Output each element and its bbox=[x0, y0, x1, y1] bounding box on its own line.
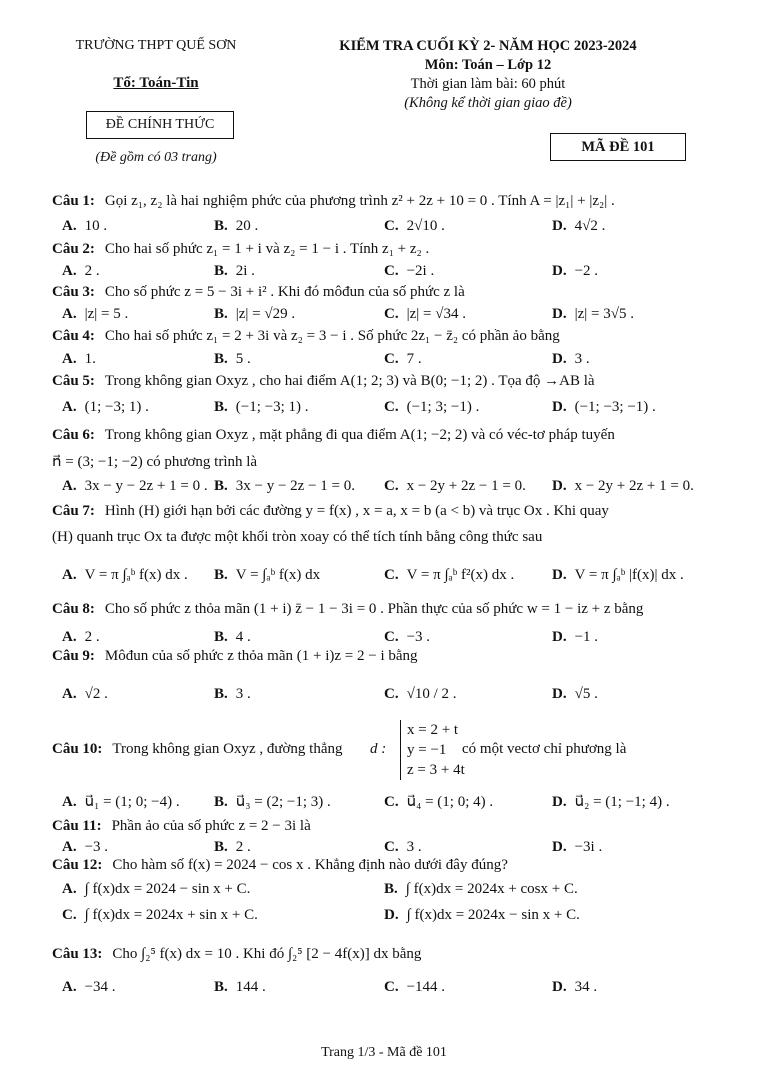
option-a bbox=[62, 398, 149, 416]
option-a bbox=[62, 350, 96, 368]
option-letter: C. bbox=[384, 306, 399, 322]
question-12 bbox=[52, 856, 742, 874]
option-c bbox=[384, 628, 430, 646]
option-c bbox=[384, 685, 457, 703]
option-text: 5 . bbox=[235, 351, 251, 367]
option-text: √5 . bbox=[574, 686, 598, 702]
question-1 bbox=[52, 192, 742, 210]
question-text: Cho ∫₂⁵ f(x) dx = 10 . Khi đó ∫₂⁵ [2 − 4f(x)] dx bằng bbox=[112, 946, 422, 962]
question-11 bbox=[52, 817, 742, 835]
option-letter: D. bbox=[552, 306, 567, 322]
option-text: ∫ f(x)dx = 2024x − sin x + C. bbox=[406, 907, 580, 923]
option-b bbox=[384, 880, 578, 898]
department: Tổ: Toán-Tin bbox=[113, 75, 199, 91]
option-letter: D. bbox=[384, 907, 399, 923]
option-letter: D. bbox=[552, 979, 567, 995]
option-letter: A. bbox=[62, 306, 77, 322]
option-d bbox=[552, 350, 590, 368]
option-text: ∫ f(x)dx = 2024x + cosx + C. bbox=[405, 881, 578, 897]
option-letter: D. bbox=[552, 218, 567, 234]
option-letter: A. bbox=[62, 567, 77, 583]
option-d bbox=[384, 906, 580, 924]
option-d bbox=[552, 477, 694, 495]
option-d bbox=[552, 978, 597, 996]
question-label: Câu 9: bbox=[52, 648, 95, 664]
option-text: −3 . bbox=[406, 629, 431, 645]
option-letter: C. bbox=[384, 263, 399, 279]
equation-row: z = 3 + 4t bbox=[407, 762, 465, 778]
option-letter: C. bbox=[384, 839, 399, 855]
question-label: Câu 2: bbox=[52, 241, 95, 257]
question-text: Hình (H) giới hạn bởi các đường y = f(x) , x = a, x = b (a < b) và trục Ox . Khi quay bbox=[104, 503, 609, 519]
option-d bbox=[552, 398, 656, 416]
option-b bbox=[214, 398, 309, 416]
option-letter: B. bbox=[384, 881, 398, 897]
duration-note: (Không kể thời gian giao đề) bbox=[404, 95, 572, 111]
option-text: u⃗₂ = (1; −1; 4) . bbox=[574, 794, 670, 810]
option-text: 34 . bbox=[574, 979, 598, 995]
option-letter: A. bbox=[62, 686, 77, 702]
question-3 bbox=[52, 283, 742, 301]
option-letter: B. bbox=[214, 839, 228, 855]
question-label: Câu 5: bbox=[52, 373, 95, 389]
option-a bbox=[62, 628, 100, 646]
option-a bbox=[62, 685, 108, 703]
school-name: TRƯỜNG THPT QUẾ SƠN bbox=[75, 38, 237, 53]
option-letter: A. bbox=[62, 839, 77, 855]
option-letter: B. bbox=[214, 686, 228, 702]
option-a bbox=[62, 305, 128, 323]
option-text: 2 . bbox=[84, 629, 100, 645]
option-c bbox=[384, 978, 445, 996]
question-9 bbox=[52, 647, 742, 665]
question-10 bbox=[52, 722, 742, 778]
option-text: 2 . bbox=[235, 839, 251, 855]
option-text: 3 . bbox=[235, 686, 251, 702]
option-letter: B. bbox=[214, 351, 228, 367]
option-letter: D. bbox=[552, 478, 567, 494]
option-letter: B. bbox=[214, 263, 228, 279]
option-letter: C. bbox=[384, 567, 399, 583]
option-letter: C. bbox=[384, 979, 399, 995]
question-text: Trong không gian Oxyz , cho hai điểm A(1; 2; 3) và B(0; −1; 2) . Tọa độ →AB là bbox=[104, 373, 595, 389]
option-letter: B. bbox=[214, 629, 228, 645]
option-letter: A. bbox=[62, 263, 77, 279]
question-text-line2: n⃗ = (3; −1; −2) có phương trình là bbox=[52, 454, 258, 470]
option-letter: B. bbox=[214, 478, 228, 494]
option-letter: A. bbox=[62, 881, 77, 897]
option-text: (1; −3; 1) . bbox=[84, 399, 149, 415]
option-text: |z| = √34 . bbox=[406, 306, 466, 322]
option-text: V = π ∫ₐᵇ |f(x)| dx . bbox=[574, 567, 684, 583]
option-d bbox=[552, 262, 598, 280]
line-name: d : bbox=[370, 741, 387, 757]
option-text: 4 . bbox=[235, 629, 251, 645]
question-text: Trong không gian Oxyz , mặt phẳng đi qua điểm A(1; −2; 2) và có véc-tơ pháp tuyến bbox=[104, 427, 615, 443]
option-a bbox=[62, 566, 188, 584]
option-b bbox=[214, 628, 251, 646]
question-5 bbox=[52, 372, 742, 390]
question-label: Câu 4: bbox=[52, 328, 95, 344]
option-text: |z| = 3√5 . bbox=[574, 306, 634, 322]
option-d bbox=[552, 217, 605, 235]
question-text-after: có một vectơ chỉ phương là bbox=[462, 741, 627, 757]
question-text: Cho hai số phức z₁ = 2 + 3i và z₂ = 3 − i . Số phức 2z₁ − z̄₂ có phần ảo bằng bbox=[104, 328, 560, 344]
option-text: u⃗₃ = (2; −1; 3) . bbox=[235, 794, 331, 810]
option-text: √2 . bbox=[84, 686, 108, 702]
option-letter: B. bbox=[214, 794, 228, 810]
option-text: 3 . bbox=[574, 351, 590, 367]
option-letter: C. bbox=[384, 794, 399, 810]
option-text: u⃗₁ = (1; 0; −4) . bbox=[84, 794, 180, 810]
option-text: (−1; −3; 1) . bbox=[235, 399, 309, 415]
option-c bbox=[384, 217, 445, 235]
option-text: −2i . bbox=[406, 263, 435, 279]
option-letter: D. bbox=[552, 686, 567, 702]
option-letter: C. bbox=[384, 218, 399, 234]
option-b bbox=[214, 685, 251, 703]
option-b bbox=[214, 566, 320, 584]
option-letter: C. bbox=[62, 907, 77, 923]
question-text: Môđun của số phức z thỏa mãn (1 + i)z = 2 − i bằng bbox=[104, 648, 418, 664]
option-letter: C. bbox=[384, 629, 399, 645]
question-label: Câu 11: bbox=[52, 818, 102, 834]
option-text: x − 2y + 2z − 1 = 0. bbox=[406, 478, 526, 494]
pages-note: (Đề gồm có 03 trang) bbox=[95, 150, 217, 165]
option-letter: B. bbox=[214, 979, 228, 995]
option-text: −3 . bbox=[84, 839, 109, 855]
option-text: |z| = 5 . bbox=[84, 306, 129, 322]
question-text: Cho số phức z thỏa mãn (1 + i) z̄ − 1 − 3i = 0 . Phần thực của số phức w = 1 − iz + z bằng bbox=[104, 601, 644, 617]
question-label: Câu 7: bbox=[52, 503, 95, 519]
option-d bbox=[552, 838, 602, 856]
option-letter: A. bbox=[62, 218, 77, 234]
option-b bbox=[214, 217, 258, 235]
question-text: Gọi z₁, z₂ là hai nghiệm phức của phương trình z² + 2z + 10 = 0 . Tính A = |z₁| + |z₂| . bbox=[104, 193, 615, 209]
option-text: 2i . bbox=[235, 263, 255, 279]
option-letter: D. bbox=[552, 567, 567, 583]
question-13 bbox=[52, 945, 742, 963]
option-b bbox=[214, 838, 251, 856]
question-text: Cho hai số phức z₁ = 1 + i và z₂ = 1 − i . Tính z₁ + z₂ . bbox=[104, 241, 430, 257]
option-c bbox=[62, 906, 258, 924]
option-d bbox=[552, 305, 634, 323]
option-text: V = ∫ₐᵇ f(x) dx bbox=[235, 567, 321, 583]
option-c bbox=[384, 398, 479, 416]
question-label: Câu 3: bbox=[52, 284, 95, 300]
option-text: 1. bbox=[84, 351, 96, 367]
option-d bbox=[552, 793, 670, 811]
option-b bbox=[214, 477, 355, 495]
option-a bbox=[62, 838, 108, 856]
option-b bbox=[214, 305, 295, 323]
option-text: 3x − y − 2z + 1 = 0 . bbox=[84, 478, 208, 494]
option-text: 7 . bbox=[406, 351, 422, 367]
option-letter: D. bbox=[552, 399, 567, 415]
exam-code: MÃ ĐỀ 101 bbox=[550, 133, 686, 161]
question-8 bbox=[52, 600, 742, 618]
option-a bbox=[62, 880, 250, 898]
option-a bbox=[62, 978, 116, 996]
option-b bbox=[214, 978, 266, 996]
question-label: Câu 10: bbox=[52, 741, 103, 757]
question-text: Phần ảo của số phức z = 2 − 3i là bbox=[111, 818, 311, 834]
option-text: 3 . bbox=[406, 839, 422, 855]
option-text: 2 . bbox=[84, 263, 100, 279]
question-text: Cho số phức z = 5 − 3i + i² . Khi đó môđun của số phức z là bbox=[104, 284, 465, 300]
equation-row: x = 2 + t bbox=[407, 722, 459, 738]
option-letter: A. bbox=[62, 399, 77, 415]
option-text: V = π ∫ₐᵇ f(x) dx . bbox=[84, 567, 188, 583]
option-text: x − 2y + 2z + 1 = 0. bbox=[574, 478, 694, 494]
option-text: u⃗₄ = (1; 0; 4) . bbox=[406, 794, 494, 810]
option-a bbox=[62, 217, 107, 235]
question-4 bbox=[52, 327, 742, 345]
option-letter: D. bbox=[552, 794, 567, 810]
option-letter: C. bbox=[384, 399, 399, 415]
official-badge: ĐỀ CHÍNH THỨC bbox=[86, 111, 234, 139]
option-text: −34 . bbox=[84, 979, 116, 995]
equation-row: y = −1 bbox=[407, 742, 447, 758]
option-letter: B. bbox=[214, 306, 228, 322]
question-text: Cho hàm số f(x) = 2024 − cos x . Khẳng định nào dưới đây đúng? bbox=[112, 857, 508, 873]
option-text: −3i . bbox=[574, 839, 603, 855]
option-c bbox=[384, 566, 514, 584]
option-letter: C. bbox=[384, 351, 399, 367]
option-text: |z| = √29 . bbox=[235, 306, 296, 322]
option-text: (−1; −3; −1) . bbox=[574, 399, 656, 415]
option-c bbox=[384, 262, 434, 280]
question-7 bbox=[52, 502, 742, 520]
option-text: 144 . bbox=[235, 979, 266, 995]
option-text: −1 . bbox=[574, 629, 599, 645]
question-label: Câu 12: bbox=[52, 857, 103, 873]
option-d bbox=[552, 628, 598, 646]
option-letter: A. bbox=[62, 629, 77, 645]
option-b bbox=[214, 793, 331, 811]
question-label: Câu 8: bbox=[52, 601, 95, 617]
question-text: Trong không gian Oxyz , đường thẳng bbox=[112, 741, 343, 757]
option-letter: A. bbox=[62, 351, 77, 367]
option-b bbox=[214, 350, 251, 368]
option-text: √10 / 2 . bbox=[406, 686, 457, 702]
option-d bbox=[552, 566, 684, 584]
question-text-line2: (H) quanh trục Ox ta được một khối tròn xoay có thể tích tính bằng công thức sau bbox=[52, 529, 543, 545]
option-c bbox=[384, 305, 466, 323]
option-text: 20 . bbox=[235, 218, 259, 234]
option-letter: D. bbox=[552, 351, 567, 367]
option-text: ∫ f(x)dx = 2024x + sin x + C. bbox=[84, 907, 258, 923]
option-text: 4√2 . bbox=[574, 218, 606, 234]
page-footer: Trang 1/3 - Mã đề 101 bbox=[321, 1045, 447, 1060]
option-text: 2√10 . bbox=[406, 218, 445, 234]
option-text: V = π ∫ₐᵇ f²(x) dx . bbox=[406, 567, 515, 583]
duration: Thời gian làm bài: 60 phút bbox=[410, 76, 566, 92]
option-letter: B. bbox=[214, 218, 228, 234]
question-label: Câu 6: bbox=[52, 427, 95, 443]
option-text: −144 . bbox=[406, 979, 446, 995]
question-label: Câu 13: bbox=[52, 946, 103, 962]
option-a bbox=[62, 262, 100, 280]
question-2 bbox=[52, 240, 742, 258]
option-c bbox=[384, 838, 422, 856]
option-letter: A. bbox=[62, 979, 77, 995]
option-letter: D. bbox=[552, 263, 567, 279]
option-letter: C. bbox=[384, 686, 399, 702]
exam-title: KIỂM TRA CUỐI KỲ 2- NĂM HỌC 2023-2024 bbox=[339, 38, 637, 54]
option-letter: C. bbox=[384, 478, 399, 494]
option-a bbox=[62, 477, 208, 495]
option-c bbox=[384, 350, 422, 368]
option-d bbox=[552, 685, 598, 703]
option-text: 3x − y − 2z − 1 = 0. bbox=[235, 478, 356, 494]
option-c bbox=[384, 793, 493, 811]
option-text: 10 . bbox=[84, 218, 108, 234]
option-letter: D. bbox=[552, 629, 567, 645]
question-6 bbox=[52, 426, 742, 444]
option-c bbox=[384, 477, 526, 495]
subject: Môn: Toán – Lớp 12 bbox=[424, 57, 552, 73]
option-b bbox=[214, 262, 255, 280]
option-text: (−1; 3; −1) . bbox=[406, 399, 480, 415]
option-letter: A. bbox=[62, 794, 77, 810]
equation-system bbox=[400, 720, 465, 780]
option-a bbox=[62, 793, 180, 811]
option-letter: B. bbox=[214, 567, 228, 583]
option-letter: B. bbox=[214, 399, 228, 415]
option-text: ∫ f(x)dx = 2024 − sin x + C. bbox=[84, 881, 251, 897]
option-text: −2 . bbox=[574, 263, 599, 279]
question-label: Câu 1: bbox=[52, 193, 95, 209]
option-letter: A. bbox=[62, 478, 77, 494]
option-letter: D. bbox=[552, 839, 567, 855]
